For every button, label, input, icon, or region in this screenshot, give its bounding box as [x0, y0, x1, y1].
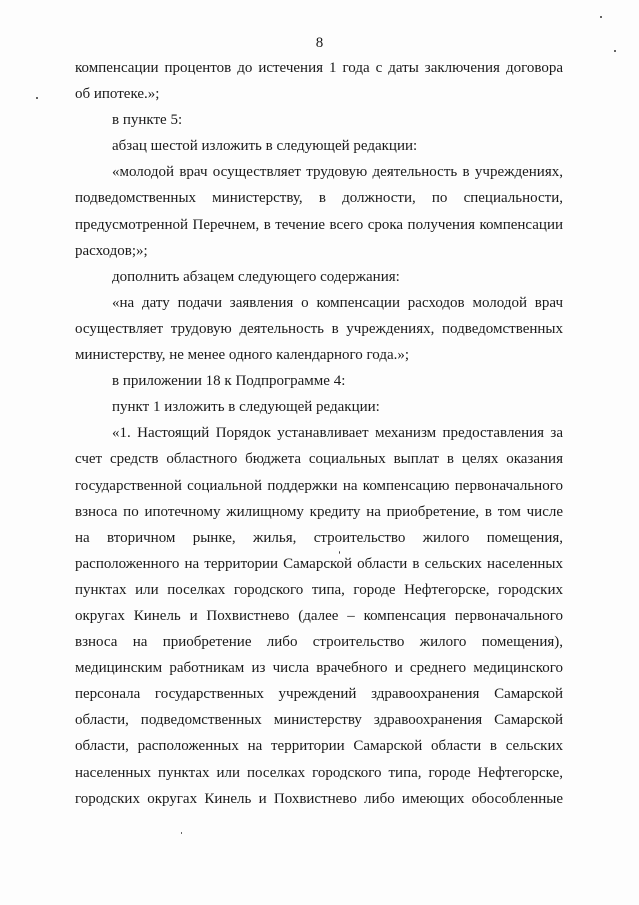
scan-speck — [339, 551, 340, 554]
text-line: медицинским работникам из числа врачебного и среднего медицинского — [75, 660, 563, 677]
text-line: взноса на приобретение либо строительство жилого помещения), — [75, 634, 563, 651]
scan-speck — [614, 50, 616, 52]
text-line: счет средств областного бюджета социальных выплат в целях оказания — [75, 451, 563, 468]
paragraph-p4 — [75, 159, 563, 263]
paragraph-p6 — [75, 290, 563, 368]
text-line: взноса по ипотечному жилищному кредиту на приобретение, в том числе — [75, 503, 563, 520]
text-line: пункт 1 изложить в следующей редакции: — [112, 399, 380, 416]
text-line: в приложении 18 к Подпрограмме 4: — [112, 373, 346, 390]
text-line: расположенного на территории Самарской области в сельских населенных — [75, 555, 563, 572]
paragraph-p1 — [75, 55, 563, 107]
page-number: 8 — [315, 35, 324, 51]
text-line: дополнить абзацем следующего содержания: — [112, 268, 400, 285]
text-line: населенных пунктах или поселках городского типа, городе Нефтегорске, — [75, 764, 563, 781]
text-line: персонала государственных учреждений здравоохранения Самарской — [75, 686, 563, 703]
text-line: городских округах Кинель и Похвистнево либо имеющих обособленные — [75, 790, 563, 807]
scan-speck — [36, 97, 38, 99]
document-body — [75, 55, 563, 812]
text-line: на вторичном рынке, жилья, строительство жилого помещения, — [75, 529, 563, 546]
text-line: округах Кинель и Похвистнево (далее – компенсация первоначального — [75, 607, 563, 624]
paragraph-p8 — [75, 394, 563, 420]
text-line: области, расположенных на территории Самарской области в сельских — [75, 738, 563, 755]
text-line: государственной социальной поддержки на компенсацию первоначального — [75, 477, 563, 494]
text-line: компенсации процентов до истечения 1 года с даты заключения договора — [75, 60, 563, 76]
text-line: «на дату подачи заявления о компенсации расходов молодой врач — [112, 294, 563, 311]
text-line: предусмотренной Перечнем, в течение всего срока получения компенсации — [75, 216, 563, 233]
paragraph-p7 — [75, 368, 563, 394]
paragraph-p5 — [75, 264, 563, 290]
text-line: «1. Настоящий Порядок устанавливает механизм предоставления за — [112, 425, 563, 442]
scan-speck — [600, 16, 602, 18]
scan-speck — [181, 832, 182, 834]
paragraph-p2 — [75, 107, 563, 133]
paragraph-p9 — [75, 420, 563, 811]
text-line: расходов;»; — [75, 242, 148, 259]
text-line: «молодой врач осуществляет трудовую деятельность в учреждениях, — [112, 164, 563, 181]
text-line: абзац шестой изложить в следующей редакции: — [112, 138, 418, 155]
text-line: подведомственных министерству, в должности, по специальности, — [75, 190, 563, 207]
text-line: пунктах или поселках городского типа, городе Нефтегорске, городских — [75, 581, 563, 598]
text-line: министерству, не менее одного календарного года.»; — [75, 347, 410, 364]
text-line: осуществляет трудовую деятельность в учреждениях, подведомственных — [75, 320, 563, 337]
text-line: области, подведомственных министерству здравоохранения Самарской — [75, 712, 563, 729]
text-line: об ипотеке.»; — [75, 86, 160, 103]
paragraph-p3 — [75, 133, 563, 159]
text-line: в пункте 5: — [112, 112, 183, 129]
